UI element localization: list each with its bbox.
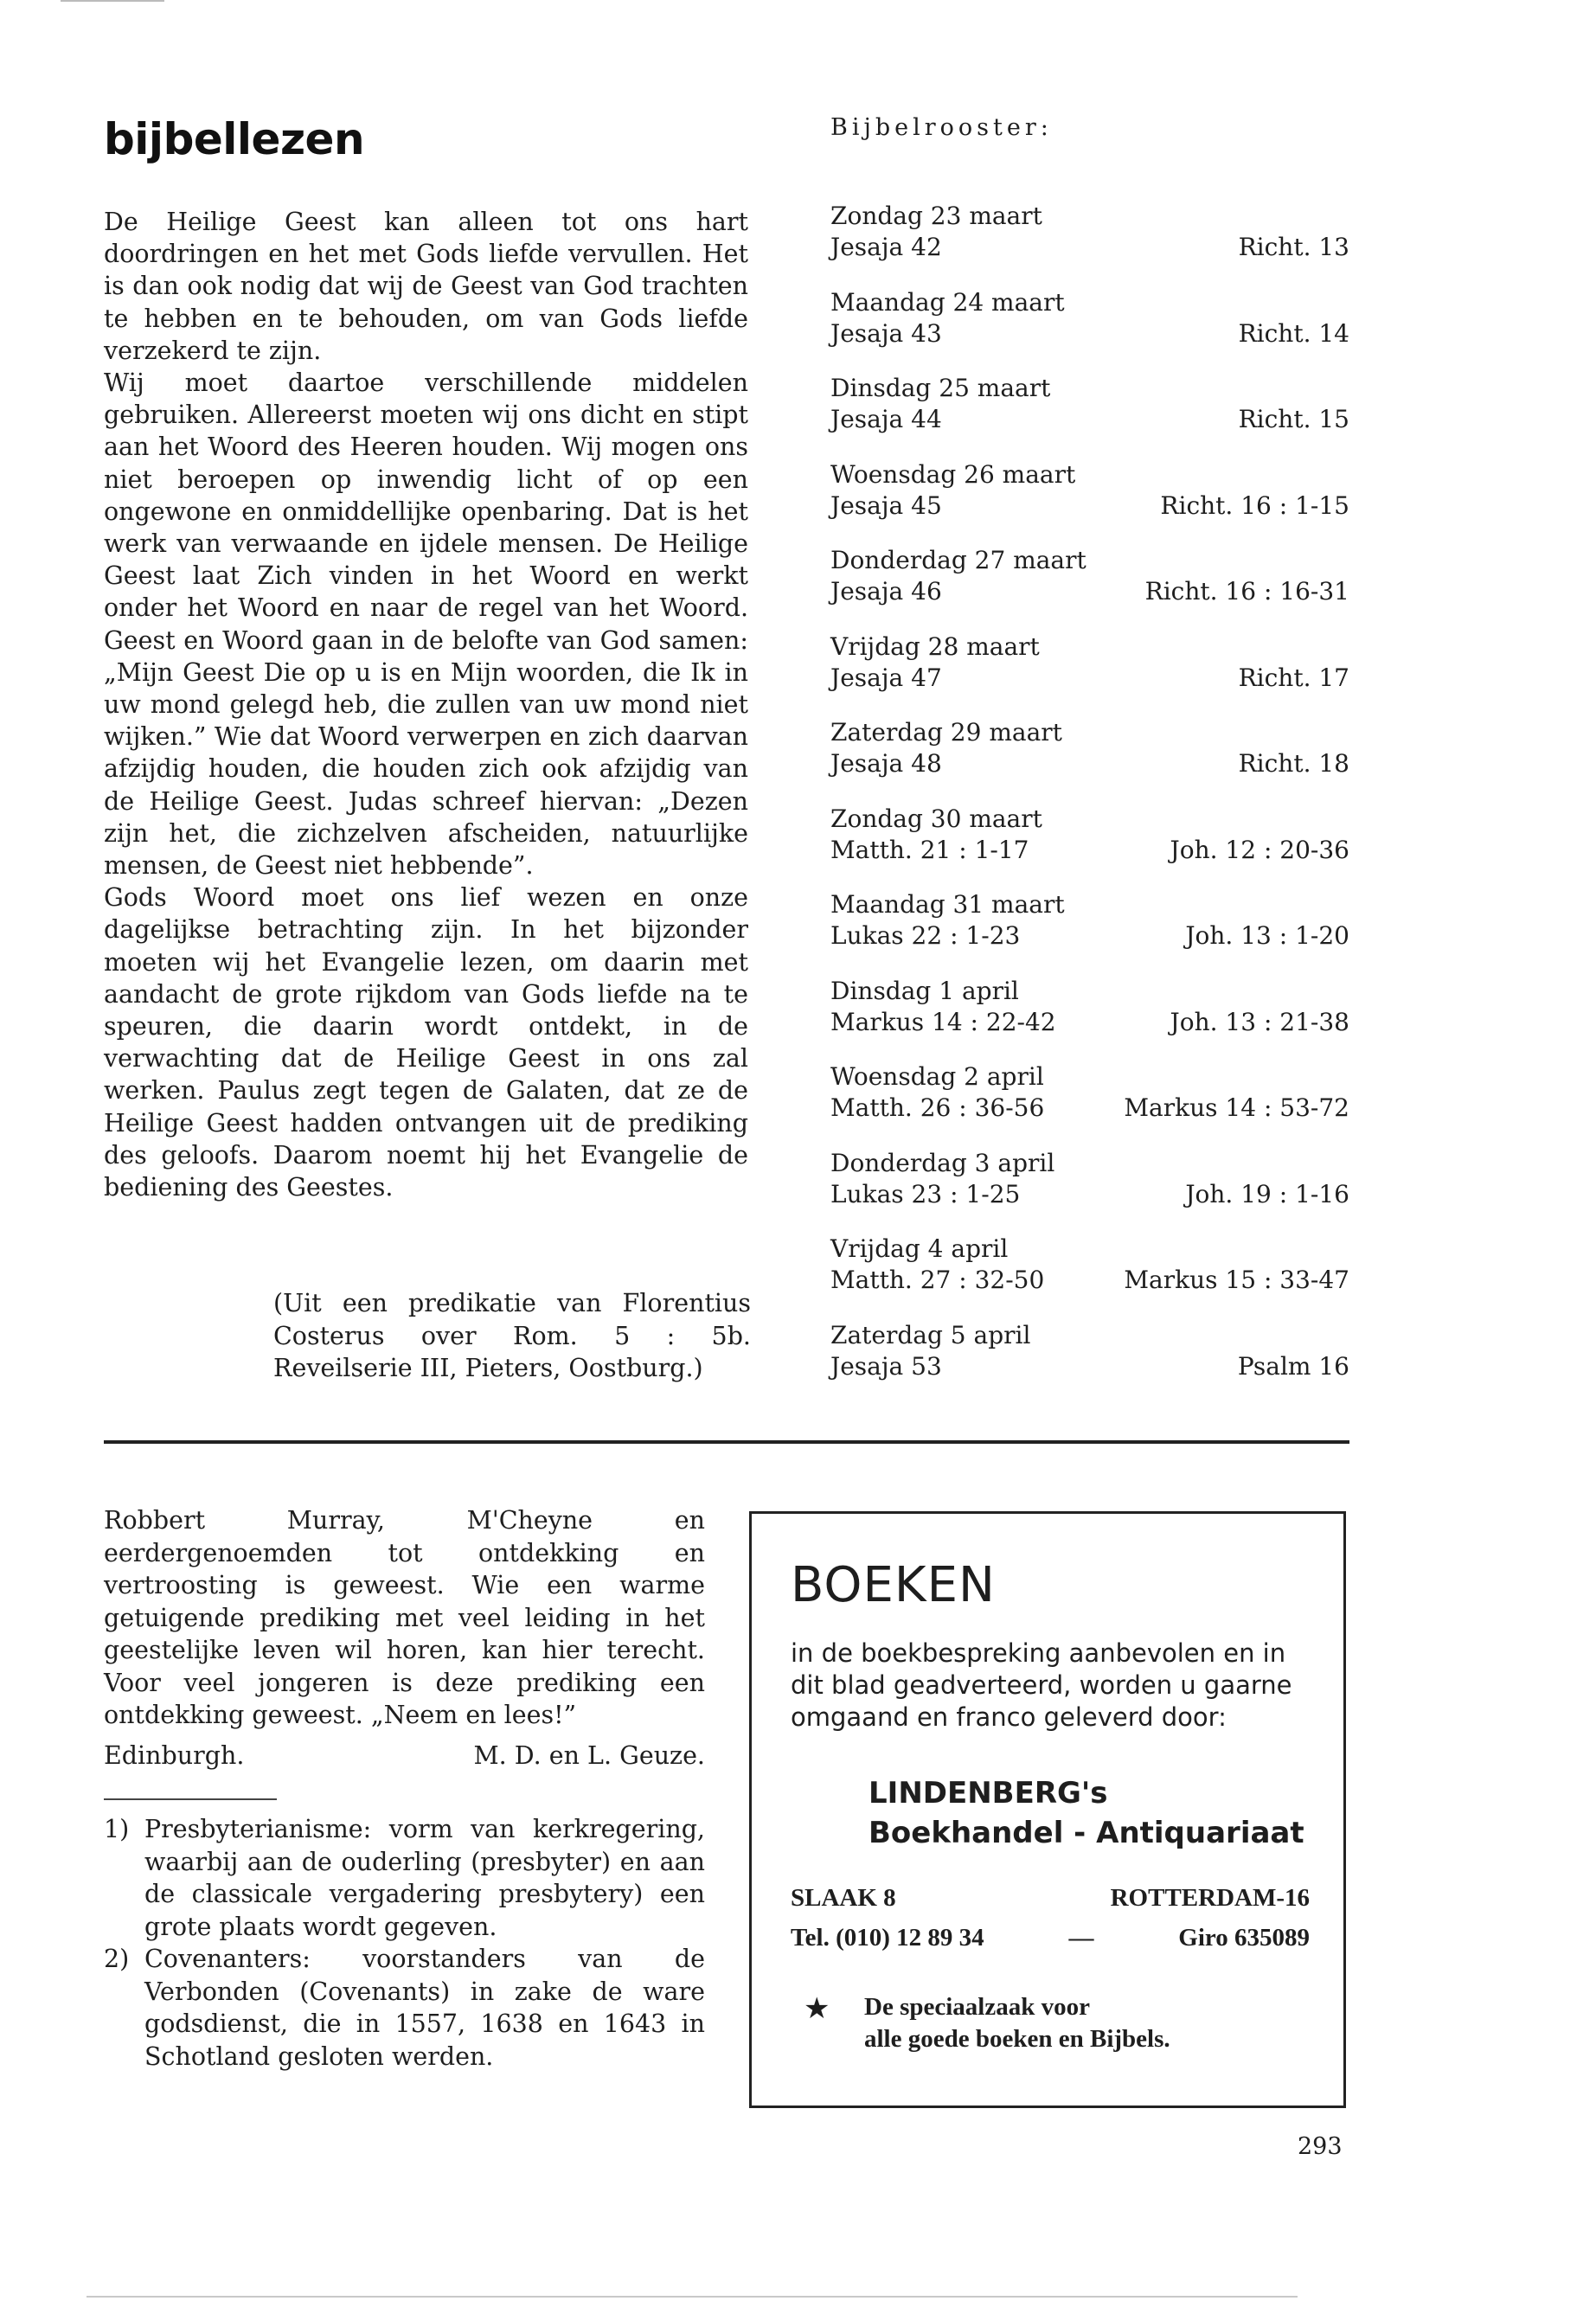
schedule-readings xyxy=(830,1007,1349,1038)
signature-place: Edinburgh. xyxy=(104,1741,245,1770)
ad-giro: Giro 635089 xyxy=(1178,1924,1310,1952)
schedule-row xyxy=(830,976,1349,1062)
schedule-row xyxy=(830,459,1349,546)
star-icon: ★ xyxy=(804,1991,830,2026)
schedule-readings xyxy=(830,404,1349,435)
ad-shop-name-line2: Boekhandel - Antiquariaat xyxy=(869,1816,1304,1850)
schedule-day: Dinsdag 25 maart xyxy=(830,374,1051,402)
article-paragraph: Gods Woord moet ons lief wezen en onze dagelijkse betrachting zijn. In het bijzonder moeten wij het Evangelie lezen, om daarin met aandacht de grote rijkdom van Gods liefde na te speuren, die daarin wordt ontdekt, in de verwachting dat de Heilige Geest in ons zal werken. Paulus zegt tegen de Galaten, dat ze de Heilige Geest hadden ontvangen uit de prediking des geloofs. Daarom noemt hij het Evangelie de bediening des Geestes. xyxy=(104,883,748,1202)
reading-secondary: Richt. 18 xyxy=(1238,749,1349,778)
schedule-readings xyxy=(830,1351,1349,1382)
reading-primary: Jesaja 43 xyxy=(830,318,942,348)
footnote xyxy=(104,1943,705,2073)
citation-text: (Uit een predikatie van Florentius Costerus over Rom. 5 : 5b. Reveilserie III, Pieters, Oostburg.) xyxy=(273,1289,751,1382)
reading-secondary: Richt. 17 xyxy=(1238,663,1349,692)
schedule-day: Woensdag 2 april xyxy=(830,1062,1044,1091)
footnote-number: 1) xyxy=(104,1815,130,1843)
schedule-readings xyxy=(830,748,1349,779)
footnote xyxy=(104,1813,705,1943)
bible-schedule xyxy=(830,201,1349,1406)
reading-secondary: Joh. 13 : 1-20 xyxy=(1185,921,1349,950)
reading-secondary: Joh. 19 : 1-16 xyxy=(1185,1179,1349,1208)
schedule-day: Maandag 31 maart xyxy=(830,890,1065,919)
reading-secondary: Richt. 16 : 1-15 xyxy=(1160,490,1349,520)
reading-secondary: Richt. 15 xyxy=(1238,405,1349,433)
schedule-readings xyxy=(830,920,1349,952)
signature-authors: M. D. en L. Geuze. xyxy=(473,1741,705,1770)
schedule-row xyxy=(830,1061,1349,1148)
schedule-row xyxy=(830,631,1349,718)
footnote-text: Presbyterianisme: vorm van kerkregering, waarbij aan de ouderling (presbyter) en aan de classicale vergadering presbytery) een grote plaats wordt gegeven. xyxy=(144,1815,705,1941)
article-citation xyxy=(273,1287,751,1385)
schedule-readings xyxy=(830,490,1349,522)
reading-primary: Lukas 23 : 1-25 xyxy=(830,1179,1021,1208)
schedule-row xyxy=(830,1148,1349,1234)
signature-row xyxy=(104,1741,705,1770)
schedule-day: Woensdag 26 maart xyxy=(830,459,1076,489)
ad-shop-name xyxy=(869,1773,1304,1853)
footnote-text: Covenanters: voorstanders van de Verbonden (Covenants) in zake de ware godsdienst, die in 1557, 1638 en 1643 in Schotland gesloten werden. xyxy=(144,1945,705,2071)
footnotes xyxy=(104,1813,705,2073)
reading-secondary: Richt. 14 xyxy=(1238,318,1349,348)
page-number: 293 xyxy=(1298,2133,1343,2160)
reading-primary: Matth. 26 : 36-56 xyxy=(830,1093,1045,1122)
schedule-row xyxy=(830,287,1349,374)
section-divider xyxy=(104,1440,1349,1444)
schedule-day: Zaterdag 5 april xyxy=(830,1320,1031,1349)
schedule-day: Vrijdag 4 april xyxy=(830,1234,1009,1263)
schedule-day: Zondag 23 maart xyxy=(830,202,1042,230)
reading-primary: Jesaja 44 xyxy=(830,405,942,433)
continued-article xyxy=(104,1504,705,1732)
reading-secondary: Joh. 13 : 21-38 xyxy=(1170,1007,1349,1036)
schedule-readings xyxy=(830,1265,1349,1296)
scan-edge-mark xyxy=(87,2296,1298,2298)
schedule-row xyxy=(830,545,1349,631)
schedule-row xyxy=(830,1320,1349,1407)
schedule-readings xyxy=(830,232,1349,263)
reading-primary: Jesaja 53 xyxy=(830,1351,942,1381)
ad-slogan-line1: De speciaalzaak voor xyxy=(864,1993,1090,2021)
schedule-readings xyxy=(830,1093,1349,1124)
reading-primary: Jesaja 45 xyxy=(830,490,942,520)
schedule-row xyxy=(830,373,1349,459)
reading-secondary: Psalm 16 xyxy=(1237,1351,1349,1381)
schedule-readings xyxy=(830,318,1349,349)
schedule-readings xyxy=(830,663,1349,694)
article-paragraph: Wij moet daartoe verschillende middelen gebruiken. Allereerst moeten wij ons dicht en stipt aan het Woord des Heeren houden. Wij mogen ons niet beroepen op inwendig licht of op een ongewone en onmiddellijke openbaring. Dat is het werk van verwaande en ijdele mensen. De Heilige Geest laat Zich vinden in het Woord en werkt onder het Woord en naar de regel van het Woord. Geest en Woord gaan in de belofte van God samen: „Mijn Geest Die op u is en Mijn woorden, die Ik in uw mond gelegd heb, die zullen van uw mond niet wijken.” Wie dat Woord verwerpen en zich daarvan afzijdig houden, die houden zich ook afzijdig van de Heilige Geest. Judas schreef hiervan: „Dezen zijn het, die zichzelven afscheiden, natuurlijke mensen, de Geest niet hebbende”. xyxy=(104,369,748,881)
reading-primary: Jesaja 42 xyxy=(830,233,942,261)
schedule-title: Bijbelrooster: xyxy=(830,114,1053,141)
bookshop-advertisement xyxy=(749,1511,1346,2108)
reading-primary: Jesaja 46 xyxy=(830,577,942,606)
schedule-row xyxy=(830,1234,1349,1320)
schedule-day: Zaterdag 29 maart xyxy=(830,718,1062,747)
schedule-day: Maandag 24 maart xyxy=(830,287,1065,317)
schedule-row xyxy=(830,201,1349,287)
ad-slogan-line2: alle goede boeken en Bijbels. xyxy=(864,2025,1170,2053)
reading-secondary: Joh. 12 : 20-36 xyxy=(1170,835,1349,864)
scan-edge-mark xyxy=(61,0,164,2)
ad-title: BOEKEN xyxy=(791,1557,996,1613)
ad-shop-name-line1: LINDENBERG's xyxy=(869,1776,1108,1811)
ad-address-row xyxy=(791,1884,1310,1913)
footnote-number: 2) xyxy=(104,1945,130,1973)
ad-intro: in de boekbespreking aanbevolen en in dit blad geadverteerd, worden u gaarne omgaand en franco geleverd door: xyxy=(791,1638,1292,1732)
reading-secondary: Markus 15 : 33-47 xyxy=(1124,1266,1349,1294)
schedule-row xyxy=(830,717,1349,804)
reading-secondary: Markus 14 : 53-72 xyxy=(1124,1093,1349,1122)
article-body xyxy=(104,206,748,1203)
ad-phone: Tel. (010) 12 89 34 xyxy=(791,1924,984,1952)
reading-primary: Matth. 27 : 32-50 xyxy=(830,1266,1045,1294)
schedule-readings xyxy=(830,835,1349,866)
article-paragraph: De Heilige Geest kan alleen tot ons hart doordringen en het met Gods liefde vervullen. Het is dan ook nodig dat wij de Geest van God trachten te hebben en te behouden, om van Gods liefde verzekerd te zijn. xyxy=(104,208,748,365)
schedule-day: Dinsdag 1 april xyxy=(830,976,1019,1005)
schedule-day: Vrijdag 28 maart xyxy=(830,631,1040,661)
ad-address: SLAAK 8 xyxy=(791,1884,896,1912)
ad-phone-row xyxy=(791,1924,1310,1952)
reading-primary: Lukas 22 : 1-23 xyxy=(830,921,1021,950)
reading-secondary: Richt. 16 : 16-31 xyxy=(1144,577,1349,606)
schedule-day: Donderdag 27 maart xyxy=(830,546,1086,574)
schedule-day: Donderdag 3 april xyxy=(830,1148,1055,1177)
schedule-day: Zondag 30 maart xyxy=(830,804,1042,833)
footnote-divider xyxy=(104,1798,277,1800)
ad-city: ROTTERDAM-16 xyxy=(1110,1884,1310,1912)
reading-primary: Jesaja 47 xyxy=(830,663,942,692)
schedule-readings xyxy=(830,576,1349,607)
reading-primary: Markus 14 : 22-42 xyxy=(830,1007,1056,1036)
reading-secondary: Richt. 13 xyxy=(1238,233,1349,261)
ad-slogan xyxy=(864,1991,1170,2055)
continued-paragraph: Robbert Murray, M'Cheyne en eerdergenoemden tot ontdekking en vertroosting is geweest. Wie een warme getuigende prediking met veel leiding in het geestelijke leven wil horen, kan hier terecht. Voor veel jongeren is deze prediking een ontdekking geweest. „Neem en lees!” xyxy=(104,1506,705,1729)
reading-primary: Matth. 21 : 1-17 xyxy=(830,835,1029,864)
section-title: bijbellezen xyxy=(104,114,365,164)
schedule-row xyxy=(830,889,1349,976)
reading-primary: Jesaja 48 xyxy=(830,749,942,778)
schedule-row xyxy=(830,804,1349,890)
schedule-readings xyxy=(830,1179,1349,1210)
ad-dash: — xyxy=(1068,1924,1094,1952)
